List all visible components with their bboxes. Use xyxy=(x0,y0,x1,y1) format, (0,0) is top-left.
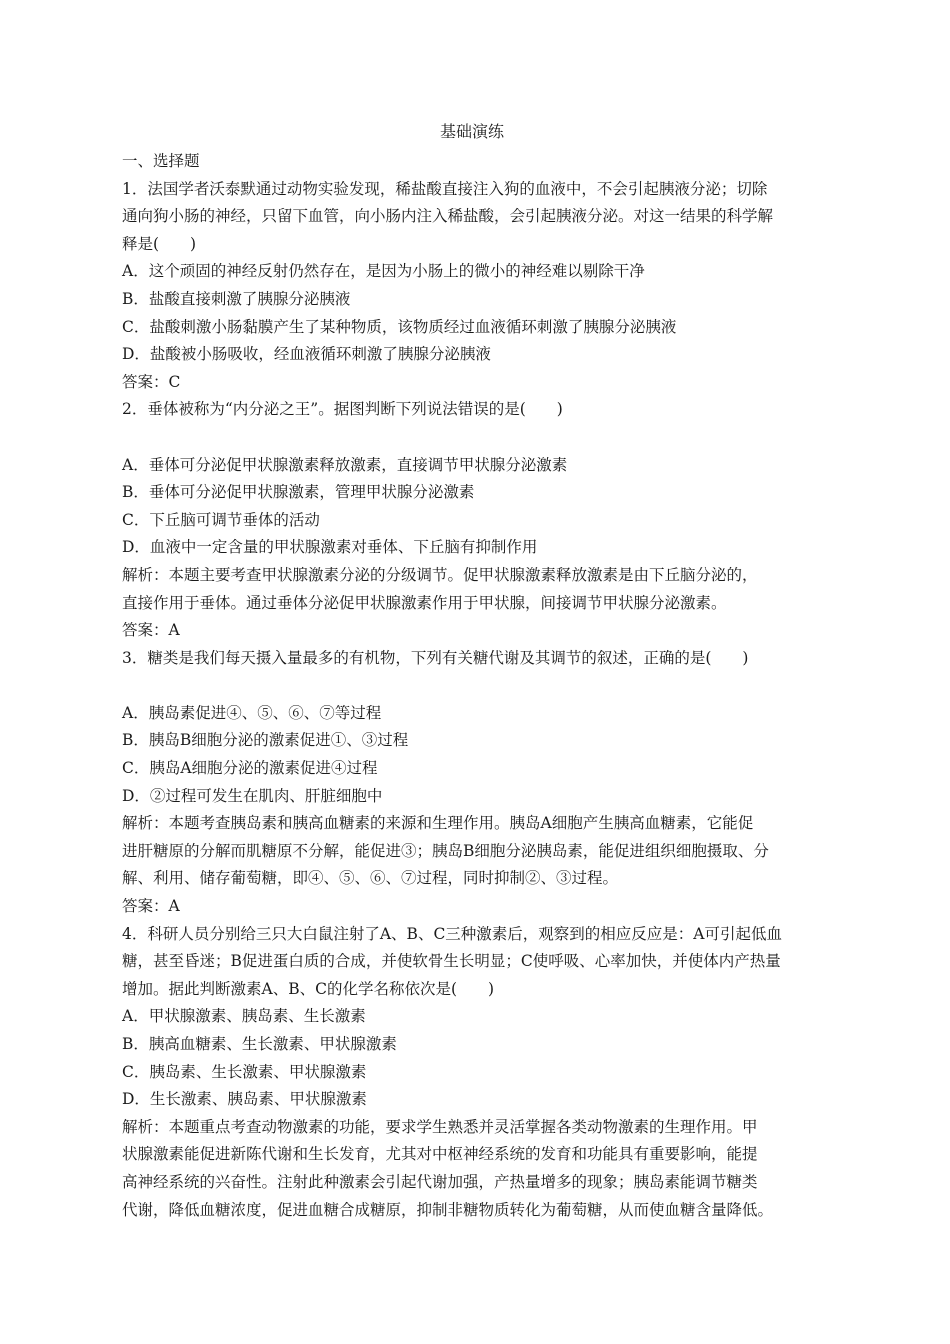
option-a: A．甲状腺激素、胰岛素、生长激素 xyxy=(122,1007,366,1026)
analysis: 进肝糖原的分解而肌糖原不分解，能促进③；胰岛B细胞分泌胰岛素，能促进组织细胞摄取、分 xyxy=(122,841,769,860)
question-1 xyxy=(122,176,822,397)
analysis: 解析：本题主要考查甲状腺激素分泌的分级调节。促甲状腺激素释放激素是由下丘脑分泌的， xyxy=(122,565,758,584)
analysis: 状腺激素能促进新陈代谢和生长发育，尤其对中枢神经系统的发育和功能具有重要影响，能提 xyxy=(122,1145,758,1164)
page-title: 基础演练 xyxy=(439,122,504,141)
option-b: B．垂体可分泌促甲状腺激素，管理甲状腺分泌激素 xyxy=(122,483,475,502)
option-c: C．盐酸刺激小肠黏膜产生了某种物质，该物质经过血液循环刺激了胰腺分泌胰液 xyxy=(122,317,677,336)
question-4 xyxy=(122,921,822,1225)
option-c: C．胰岛素、生长激素、甲状腺激素 xyxy=(122,1062,367,1081)
question-stem: 通向狗小肠的神经，只留下血管，向小肠内注入稀盐酸，会引起胰液分泌。对这一结果的科学解 xyxy=(122,207,774,226)
option-d: D．②过程可发生在肌肉、肝脏细胞中 xyxy=(122,786,383,805)
question-stem: 2．垂体被称为“内分泌之王”。据图判断下列说法错误的是( ) xyxy=(122,400,563,419)
section-heading: 一、选择题 xyxy=(122,152,200,170)
analysis: 代谢，降低血糖浓度，促进血糖合成糖原，抑制非糖物质转化为葡萄糖，从而使血糖含量降低。 xyxy=(122,1200,774,1219)
question-2 xyxy=(122,396,822,644)
question-stem: 增加。据此判断激素A、B、C的化学名称依次是( ) xyxy=(122,979,495,998)
option-a: A．这个顽固的神经反射仍然存在，是因为小肠上的微小的神经难以剔除干净 xyxy=(122,262,645,281)
analysis: 解析：本题重点考查动物激素的功能，要求学生熟悉并灵活掌握各类动物激素的生理作用。甲 xyxy=(122,1117,758,1136)
document-page xyxy=(122,118,822,1224)
question-stem: 释是( ) xyxy=(122,234,197,253)
answer: 答案：C xyxy=(122,372,181,391)
option-d: D．盐酸被小肠吸收，经血液循环刺激了胰腺分泌胰液 xyxy=(122,345,491,364)
option-c: C．下丘脑可调节垂体的活动 xyxy=(122,510,320,529)
question-stem: 3．糖类是我们每天摄入量最多的有机物，下列有关糖代谢及其调节的叙述，正确的是( ) xyxy=(122,648,749,667)
answer: 答案：A xyxy=(122,621,180,640)
answer: 答案：A xyxy=(122,897,180,916)
figure-placeholder xyxy=(122,672,822,700)
option-c: C．胰岛A细胞分泌的激素促进④过程 xyxy=(122,759,378,778)
question-3 xyxy=(122,645,822,921)
figure-placeholder xyxy=(122,424,822,452)
analysis: 直接作用于垂体。通过垂体分泌促甲状腺激素作用于甲状腺，间接调节甲状腺分泌激素。 xyxy=(122,593,727,612)
analysis: 解、利用、储存葡萄糖，即④、⑤、⑥、⑦过程，同时抑制②、③过程。 xyxy=(122,869,619,888)
option-a: A．胰岛素促进④、⑤、⑥、⑦等过程 xyxy=(122,703,382,722)
option-d: D．生长激素、胰岛素、甲状腺激素 xyxy=(122,1090,367,1109)
option-d: D．血液中一定含量的甲状腺激素对垂体、下丘脑有抑制作用 xyxy=(122,538,538,557)
option-b: B．胰高血糖素、生长激素、甲状腺激素 xyxy=(122,1035,397,1053)
question-stem: 糖，甚至昏迷；B促进蛋白质的合成，并使软骨生长明显；C使呼吸、心率加快，并使体内产热量 xyxy=(122,952,781,971)
question-stem: 4．科研人员分别给三只大白鼠注射了A、B、C三种激素后，观察到的相应反应是：A可引起低血 xyxy=(122,924,783,943)
analysis: 高神经系统的兴奋性。注射此种激素会引起代谢加强，产热量增多的现象；胰岛素能调节糖类 xyxy=(122,1172,758,1191)
option-b: B．盐酸直接刺激了胰腺分泌胰液 xyxy=(122,289,351,308)
analysis: 解析：本题考查胰岛素和胰高血糖素的来源和生理作用。胰岛A细胞产生胰高血糖素，它能促 xyxy=(122,814,754,833)
option-a: A．垂体可分泌促甲状腺激素释放激素，直接调节甲状腺分泌激素 xyxy=(122,455,568,474)
option-b: B．胰岛B细胞分泌的激素促进①、③过程 xyxy=(122,731,409,750)
question-stem: 1．法国学者沃泰默通过动物实验发现，稀盐酸直接注入狗的血液中，不会引起胰液分泌；切除 xyxy=(122,179,768,198)
